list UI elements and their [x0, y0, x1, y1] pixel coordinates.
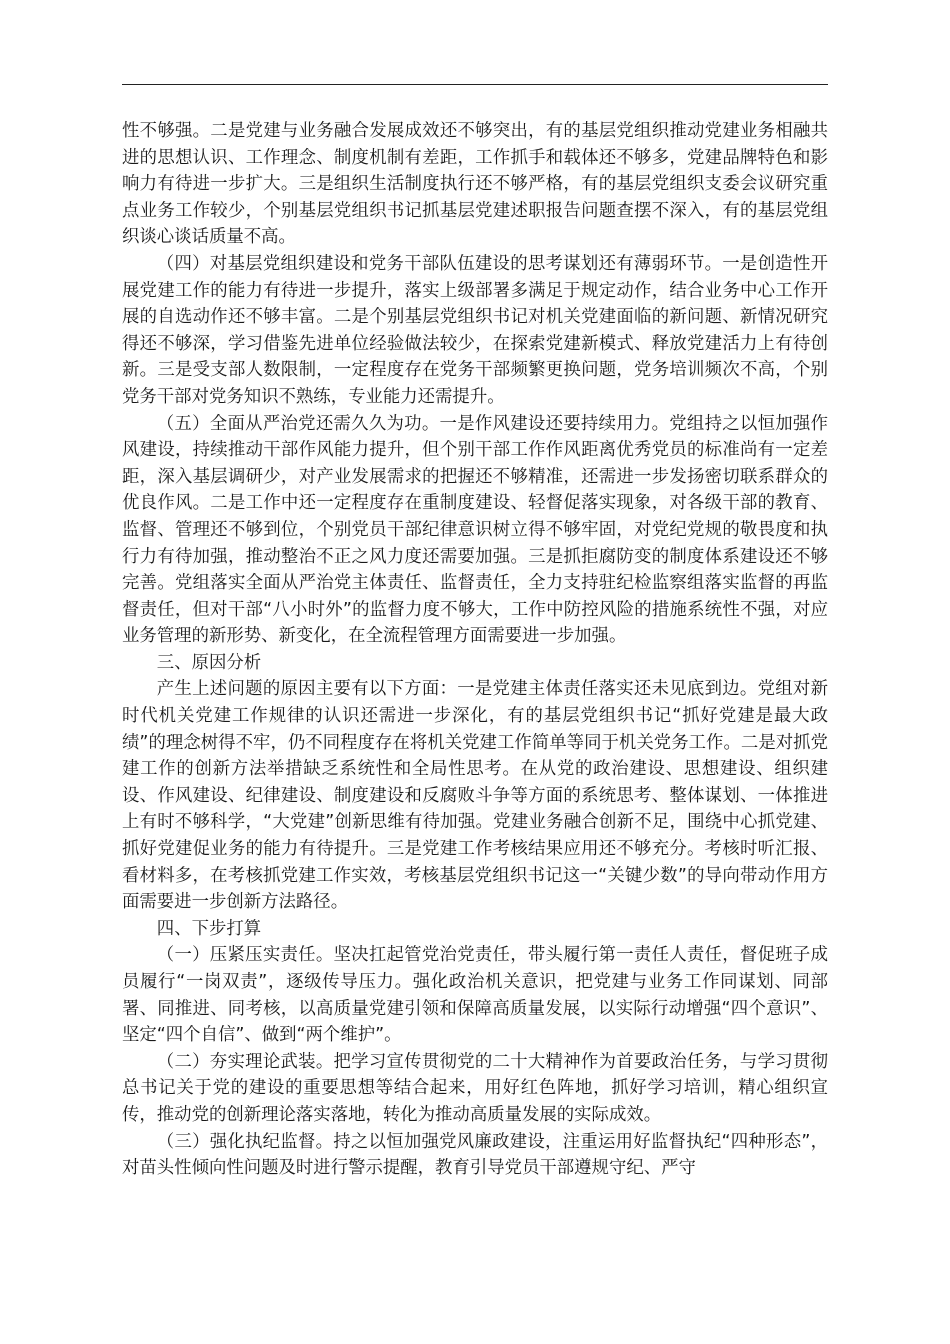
paragraph-next-step-2: （二）夯实理论武装。把学习宣传贯彻党的二十大精神作为首要政治任务，与学习贯彻总书记关于党的建设的重要思想等结合起来，用好红色阵地，抓好学习培训，精心组织宣传，推动党的创新理论落实落地，转化为推动高质量发展的实际成效。 [122, 1051, 828, 1125]
document-body [122, 118, 828, 1182]
paragraph-next-step-1: （一）压紧压实责任。坚决扛起管党治党责任，带头履行第一责任人责任，督促班子成员履行“一岗双责”，逐级传导压力。强化政治机关意识，把党建与业务工作同谋划、同部署、同推进、同考核，以高质量党建引领和保障高质量发展，以实际行动增强“四个意识”、坚定“四个自信”、做到“两个维护”。 [122, 945, 828, 1046]
paragraph-continuation: 性不够强。二是党建与业务融合发展成效还不够突出，有的基层党组织推动党建业务相融共进的思想认识、工作理念、制度机制有差距，工作抓手和载体还不够多，党建品牌特色和影响力有待进一步扩大。三是组织生活制度执行还不够严格，有的基层党组织支委会议研究重点业务工作较少，个别基层党组织书记抓基层党建述职报告问题查摆不深入，有的基层党组织谈心谈话质量不高。 [122, 121, 828, 248]
paragraph-section-4: （四）对基层党组织建设和党务干部队伍建设的思考谋划还有薄弱环节。一是创造性开展党建工作的能力有待进一步提升，落实上级部署多满足于规定动作，结合业务中心工作开展的自选动作还不够丰富。二是个别基层党组织书记对机关党建面临的新问题、新情况研究得还不够深，学习借鉴先进单位经验做法较少，在探索党建新模式、释放党建活力上有待创新。三是受支部人数限制，一定程度存在党务干部频繁更换问题，党务培训频次不高，个别党务干部对党务知识不熟练，专业能力还需提升。 [122, 253, 828, 407]
paragraph-next-step-3: （三）强化执纪监督。持之以恒加强党风廉政建设，注重运用好监督执纪“四种形态”，对苗头性倾向性问题及时进行警示提醒，教育引导党员干部遵规守纪、严守 [122, 1131, 828, 1179]
paragraph-section-5: （五）全面从严治党还需久久为功。一是作风建设还要持续用力。党组持之以恒加强作风建设，持续推动干部作风能力提升，但个别干部工作作风距离优秀党员的标准尚有一定差距，深入基层调研少，对产业发展需求的把握还不够精准，还需进一步发扬密切联系群众的优良作风。二是工作中还一定程度存在重制度建设、轻督促落实现象，对各级干部的教育、监督、管理还不够到位，个别党员干部纪律意识树立得不够牢固，对党纪党规的敬畏度和执行力有待加强，推动整治不正之风力度还需要加强。三是抓拒腐防变的制度体系建设还不够完善。党组落实全面从严治党主体责任、监督责任，全力支持驻纪检监察组落实监督的再监督责任，但对干部“八小时外”的监督力度不够大，工作中防控风险的措施系统性不强，对应业务管理的新形势、新变化，在全流程管理方面需要进一步加强。 [122, 413, 828, 647]
heading-cause-analysis: 三、原因分析 [156, 652, 262, 673]
heading-next-steps: 四、下步打算 [156, 918, 262, 939]
paragraph-cause-analysis: 产生上述问题的原因主要有以下方面：一是党建主体责任落实还未见底到边。党组对新时代机关党建工作规律的认识还需进一步深化，有的基层党组织书记“抓好党建是最大政绩”的理念树得不牢，仍不同程度存在将机关党建工作简单等同于机关党务工作。二是对抓党建工作的创新方法举措缺乏系统性和全局性思考。在从党的政治建设、思想建设、组织建设、作风建设、纪律建设、制度建设和反腐败斗争等方面的系统思考、整体谋划、一体推进上有时不够科学，“大党建”创新思维有待加强。党建业务融合创新不足，围绕中心抓党建、抓好党建促业务的能力有待提升。三是党建工作考核结果应用还不够充分。考核时听汇报、看材料多，在考核抓党建工作实效，考核基层党组织书记这一“关键少数”的导向带动作用方面需要进一步创新方法路径。 [122, 679, 828, 913]
header-rule [122, 84, 828, 85]
